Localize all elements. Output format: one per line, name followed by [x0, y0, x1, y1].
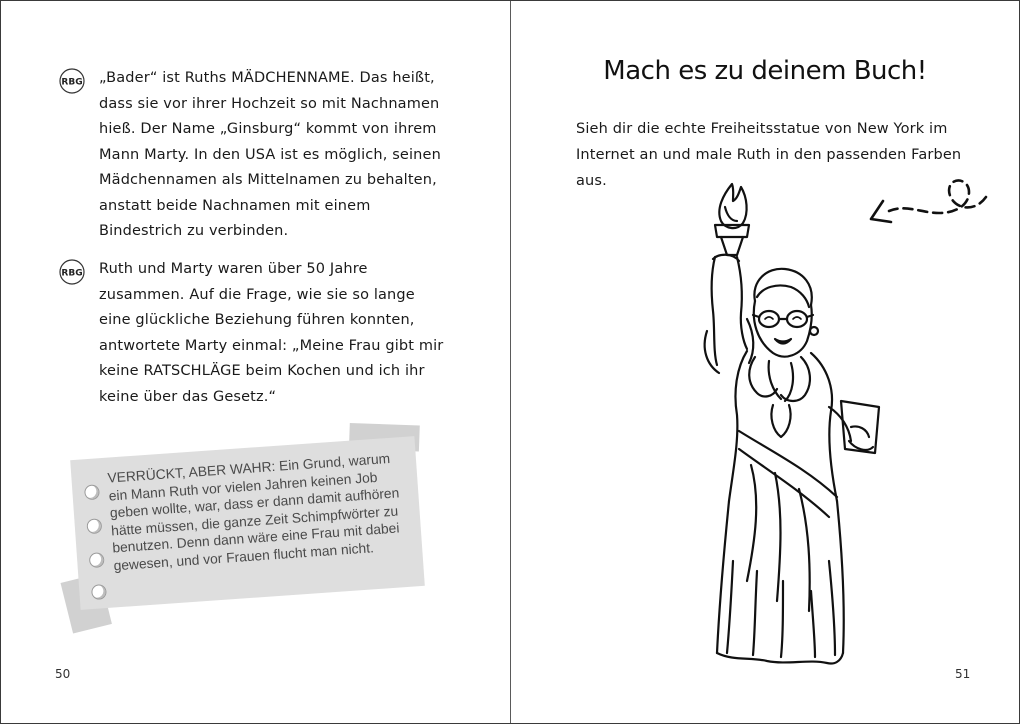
right-page [511, 1, 1019, 723]
statue-illustration [511, 1, 1019, 723]
svg-text:RBG: RBG [61, 77, 83, 88]
instruction-text: Sieh dir die echte Freiheitsstatue von New York im Internet an und male Ruth in den passenden Farben aus. [576, 121, 962, 189]
page-title: Mach es zu deinem Buch! [603, 56, 927, 86]
left-page [1, 1, 510, 723]
fact-text: „Bader“ ist Ruths MÄDCHENNAME. Das heißt, dass sie vor ihrer Hochzeit so mit Nachnamen hieß. Der Name „Ginsburg“ kommt von ihrem Mann Marty. In den USA ist es möglich, seinen Mädchennamen als Mittelnamen zu behalten, anstatt beide Nachnamen mit einem Bindestrich zu verbinden. [99, 70, 441, 239]
page-number-right: 51 [955, 667, 971, 681]
rbg-badge-icon [59, 259, 85, 285]
svg-text:RBG: RBG [61, 268, 83, 279]
note-text: VERRÜCKT, ABER WAHR: Ein Grund, warum ein Mann Ruth vor vielen Jahren keinen Job geben wollte, war, dass er dann damit aufhören hätte müssen, die ganze Zeit Schimpfwörter zu benutzen. Denn dann wäre eine Frau mit dabei gewesen, und vor Frauen flucht man nicht. [107, 450, 400, 574]
dashed-loop-arrow-icon [511, 1, 1019, 723]
page-number-left: 50 [55, 667, 71, 681]
crazy-but-true-note [70, 436, 425, 610]
fact-text: Ruth und Marty waren über 50 Jahre zusammen. Auf die Frage, wie sie so lange eine glückliche Beziehung führen konnten, antwortete Marty einmal: „Meine Frau gibt mir keine RATSCHLÄGE beim Kochen und ich ihr keine über das Gesetz.“ [99, 261, 444, 405]
rbg-badge-icon [59, 68, 85, 94]
